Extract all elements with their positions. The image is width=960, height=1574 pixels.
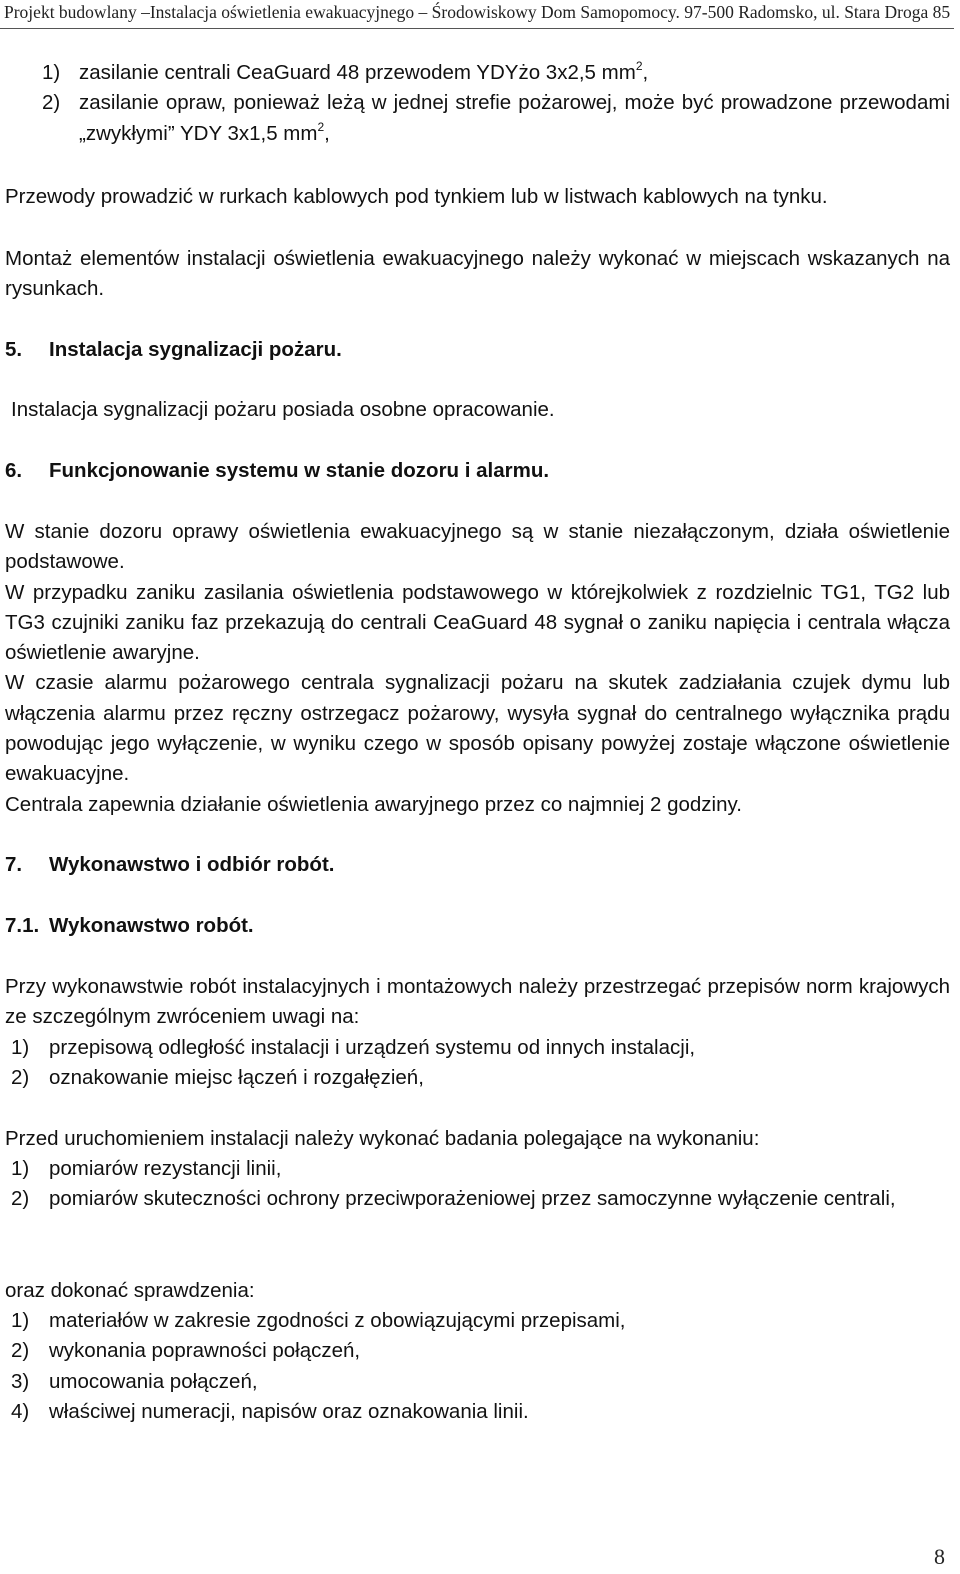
section-6-heading <box>5 456 950 486</box>
cable-list <box>5 58 950 149</box>
paragraph: W czasie alarmu pożarowego centrala sygnalizacji pożaru na skutek zadziałania czujek dymu lub włączenia alarmu przez ręczny ostrzegacz pożarowy, wysyła sygnał do centralnego wyłącznika prądu powodując jego wyłączenie, w wyniku czego w sposób opisany powyżej zostaje włączone oświetlenie ewakuacyjne. <box>5 671 950 786</box>
list-item-number: 4) <box>11 1399 30 1423</box>
section-number: 6. <box>5 459 23 482</box>
running-header: Projekt budowlany –Instalacja oświetlenia ewakuacyjnego – Środowiskowy Dom Samopomocy. 97-500 Radomsko, ul. Stara Droga 85 <box>4 2 951 22</box>
list-item <box>5 1154 950 1184</box>
section-title: Wykonawstwo i odbiór robót. <box>49 853 335 876</box>
list-item-number: 1) <box>11 1036 30 1059</box>
list-item-suffix: , <box>642 61 649 84</box>
checks-intro: oraz dokonać sprawdzenia: <box>5 1279 255 1302</box>
section-title: Wykonawstwo robót. <box>49 914 254 937</box>
section-7-1-intro: Przy wykonawstwie robót instalacyjnych i montażowych należy przestrzegać przepisów norm krajowych ze szczególnym zwróceniem uwagi na: <box>5 975 950 1029</box>
list-item-text: zasilanie centrali CeaGuard 48 przewodem YDYżo 3x2,5 mm <box>79 61 636 84</box>
requirements-list <box>5 1033 950 1094</box>
section-7-heading <box>5 850 950 880</box>
superscript: 2 <box>635 59 643 73</box>
list-item-number: 1) <box>11 1309 30 1332</box>
list-item-number: 1) <box>11 1157 30 1180</box>
list-item <box>5 1336 950 1366</box>
section-5-text: Instalacja sygnalizacji pożaru posiada osobne opracowanie. <box>11 398 555 421</box>
paragraph: W stanie dozoru oprawy oświetlenia ewakuacyjnego są w stanie niezałączonym, działa oświetlenie podstawowe. <box>5 520 950 574</box>
list-item <box>5 1033 950 1063</box>
checks-list <box>5 1306 950 1427</box>
section-number: 5. <box>5 338 23 361</box>
paragraph: W przypadku zaniku zasilania oświetlenia podstawowego w którejkolwiek z rozdzielnic TG1, TG2 lub TG3 czujniki zaniku faz przekazują do centrali CeaGuard 48 sygnał o zaniku napięcia i centrala włącza oświetlenie awaryjne. <box>5 580 950 665</box>
list-item-number: 2) <box>11 1339 30 1363</box>
superscript: 2 <box>317 119 325 134</box>
list-item-text: wykonania poprawności połączeń, <box>49 1339 361 1363</box>
list-item-text: przepisową odległość instalacji i urządzeń systemu od innych instalacji, <box>49 1036 696 1059</box>
paragraph-conduits: Przewody prowadzić w rurkach kablowych pod tynkiem lub w listwach kablowych na tynku. <box>5 185 828 208</box>
list-item-number: 1) <box>42 61 61 84</box>
list-item-text: umocowania połączeń, <box>49 1369 258 1393</box>
list-item <box>5 88 950 149</box>
section-5-heading <box>5 335 950 365</box>
list-item <box>5 1367 950 1397</box>
list-item-number: 2) <box>11 1066 30 1090</box>
list-item-text: pomiarów rezystancji linii, <box>49 1157 282 1180</box>
list-item <box>5 1184 950 1214</box>
list-item-number: 3) <box>11 1369 30 1393</box>
list-item-number: 2) <box>42 91 61 115</box>
page-number: 8 <box>934 1544 945 1569</box>
list-item-number: 2) <box>11 1187 30 1211</box>
paragraph: Centrala zapewnia działanie oświetlenia awaryjnego przez co najmniej 2 godziny. <box>5 792 742 816</box>
list-item <box>5 1063 950 1093</box>
list-item-text: właściwej numeracji, napisów oraz oznakowania linii. <box>49 1399 529 1423</box>
list-item <box>5 58 950 88</box>
header-divider <box>0 28 954 29</box>
list-item-text: oznakowanie miejsc łączeń i rozgałęzień, <box>49 1066 424 1090</box>
list-item-text: materiałów w zakresie zgodności z obowiązującymi przepisami, <box>49 1309 626 1332</box>
section-number: 7.1. <box>5 914 40 937</box>
tests-intro: Przed uruchomieniem instalacji należy wykonać badania polegające na wykonaniu: <box>5 1127 760 1150</box>
section-6-body <box>5 517 950 820</box>
list-item-text: pomiarów skuteczności ochrony przeciwporażeniowej przez samoczynne wyłączenie centrali, <box>49 1187 896 1211</box>
section-title: Instalacja sygnalizacji pożaru. <box>49 338 342 361</box>
paragraph-mounting: Montaż elementów instalacji oświetlenia ewakuacyjnego należy wykonać w miejscach wskazanych na rysunkach. <box>5 247 950 301</box>
list-item-suffix: , <box>324 121 330 145</box>
list-item-text: zasilanie opraw, ponieważ leżą w jednej strefie pożarowej, może być prowadzone przewodami „zwykłymi” YDY 3x1,5 mm <box>79 91 950 145</box>
section-7-1-heading <box>5 911 950 941</box>
list-item <box>5 1306 950 1336</box>
list-item <box>5 1397 950 1427</box>
tests-list <box>5 1154 950 1215</box>
section-number: 7. <box>5 853 23 876</box>
section-title: Funkcjonowanie systemu w stanie dozoru i alarmu. <box>49 459 550 482</box>
